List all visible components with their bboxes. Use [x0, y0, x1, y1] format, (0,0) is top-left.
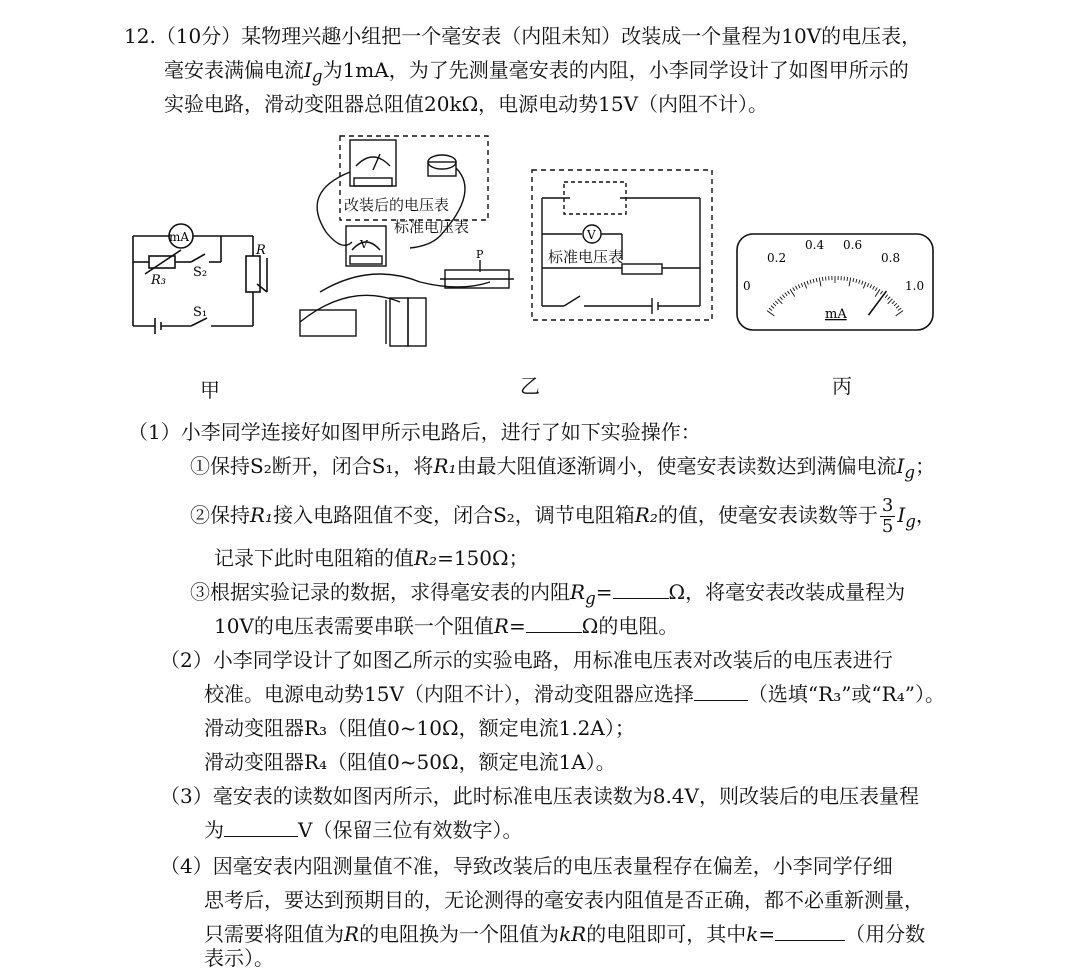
- meter-tick: [777, 299, 782, 304]
- meter-tick: [798, 284, 800, 288]
- part3-line1: （3）毫安表的读数如图丙所示，此时标准电压表读数为8.4V，则改装后的电压表量程: [160, 782, 919, 810]
- meter-tick: [898, 308, 901, 310]
- jia-r3-label: R₃: [150, 273, 166, 288]
- scale-label-0.8: 0.8: [881, 251, 900, 265]
- standard-voltmeter-label: 标准电压表: [394, 218, 469, 236]
- question-line-3: 实验电路，滑动变阻器总阻值20kΩ，电源电动势15V（内阻不计）。: [164, 90, 768, 118]
- meter-tick: [801, 283, 803, 287]
- scale-label-0: 0: [743, 279, 751, 293]
- part1-step3: ③根据实验记录的数据，求得毫安表的内阻$R_g= \Omega$，将毫安表改装成量程为: [190, 578, 905, 613]
- meter-tick: [894, 303, 897, 306]
- part4-line2: 思考后，要达到预期目的，无论测得的毫安表内阻值是否正确，都不必重新测量，: [204, 886, 924, 914]
- meter-tick: [767, 311, 774, 316]
- meter-tick: [807, 281, 808, 285]
- meter-tick: [885, 295, 888, 298]
- meter-tick: [847, 277, 848, 281]
- figure-jia-caption: 甲: [200, 374, 220, 403]
- part2-line4: 滑动变阻器R₄（阻值0~50Ω，额定电流1A）。: [204, 748, 616, 776]
- meter-tick: [888, 297, 891, 300]
- figure-yi-circuit: [530, 168, 715, 323]
- part1-step1: ①保持S₂断开，闭合S₁，将R₁由最大阻值逐渐调小，使毫安表读数达到满偏电流$I_g$；: [190, 452, 935, 487]
- meter-tick: [775, 301, 778, 304]
- answer-blank-r[interactable]: [526, 614, 582, 633]
- question-number: 12.: [124, 24, 156, 48]
- meter-tick: [859, 280, 860, 284]
- meter-tick: [819, 277, 821, 286]
- meter-tick: [863, 282, 866, 289]
- yi-standard-voltmeter-label: 标准电压表: [548, 248, 623, 266]
- part2-line3: 滑动变阻器R₃（阻值0~10Ω，额定电流1.2A）；: [204, 714, 635, 742]
- meter-tick: [862, 281, 863, 285]
- jia-r-label: R: [255, 243, 266, 258]
- meter-tick: [813, 279, 814, 283]
- part1-step3-line2: 10V的电压表需要串联一个阻值R= Ω的电阻。: [214, 612, 678, 640]
- figure-yi-caption: 乙: [520, 370, 540, 399]
- answer-blank-range[interactable]: [224, 818, 298, 837]
- meter-tick: [771, 306, 774, 309]
- figure-bing-meter: [735, 232, 935, 332]
- meter-tick: [822, 277, 823, 281]
- meter-tick: [804, 282, 807, 289]
- meter-tick: [773, 303, 776, 306]
- part2-line1: （2）小李同学设计了如图乙所示的实验电路，用标准电压表对改装后的电压表进行: [160, 646, 893, 674]
- meter-tick: [780, 297, 783, 300]
- meter-needle: [868, 291, 886, 315]
- meter-tick: [769, 308, 772, 310]
- meter-tick: [785, 293, 787, 296]
- part3-line2: 为 V（保留三位有效数字）。: [204, 816, 522, 844]
- part4-line4: 表示）。: [204, 944, 274, 972]
- scale-label-0.6: 0.6: [843, 238, 862, 252]
- yi-v-label: V: [586, 228, 596, 242]
- question-line-2: 毫安表满偏电流$I_g$为1mA，为了先测量毫安表的内阻，小李同学设计了如图甲所示的: [164, 56, 909, 91]
- part4-line3: 只需要将阻值为R的电阻换为一个阻值为kR的电阻即可，其中k= （用分数: [204, 920, 925, 948]
- meter-unit: mA: [825, 307, 847, 322]
- scale-label-1.0: 1.0: [905, 279, 924, 293]
- apparatus-p-label: P: [476, 248, 484, 261]
- jia-s2-label: S₂: [193, 265, 207, 280]
- part1-intro: （1）小李同学连接好如图甲所示电路后，进行了如下实验操作：: [128, 418, 701, 446]
- part4-line1: （4）因毫安表内阻测量值不准，导致改装后的电压表量程存在偏差，小李同学仔细: [160, 852, 893, 880]
- answer-blank-rg[interactable]: [613, 580, 669, 599]
- meter-tick: [849, 277, 851, 286]
- meter-tick: [870, 284, 872, 288]
- part2-line2: 校准。电源电动势15V（内阻不计），滑动变阻器应选择 （选填“R₃”或“R₄”）。: [204, 680, 945, 708]
- meter-tick: [787, 291, 789, 294]
- meter-tick: [856, 279, 857, 283]
- answer-blank-rheostat[interactable]: [694, 682, 748, 701]
- meter-tick: [853, 278, 854, 282]
- fraction-3-5: $\frac{3}{5}$: [880, 496, 895, 537]
- figure-apparatus-drawing: [290, 132, 525, 357]
- jia-meter-label: mA: [169, 230, 189, 244]
- scale-label-0.2: 0.2: [767, 251, 786, 265]
- jia-s1-label: S₁: [193, 305, 207, 320]
- scale-label-0.4: 0.4: [805, 238, 824, 252]
- meter-tick: [816, 278, 817, 282]
- meter-tick: [892, 301, 895, 304]
- meter-tick: [896, 311, 903, 316]
- apparatus-meter-v-label: V: [359, 238, 369, 251]
- meter-tick: [795, 286, 797, 290]
- meter-tick: [782, 295, 785, 298]
- meter-tick: [875, 287, 877, 290]
- meter-tick: [873, 286, 875, 290]
- meter-tick: [896, 306, 899, 309]
- figure-bing-caption: 丙: [832, 370, 852, 399]
- meter-tick: [810, 280, 811, 284]
- answer-blank-k[interactable]: [775, 922, 845, 941]
- meter-tick: [867, 283, 869, 287]
- figure-jia-circuit: [125, 218, 275, 338]
- meter-tick: [793, 287, 795, 290]
- meter-tick: [888, 299, 893, 304]
- question-line-1: 12.（10分）某物理兴趣小组把一个毫安表（内阻未知）改装成一个量程为10V的电压表，: [124, 22, 921, 50]
- part1-record: 记录下此时电阻箱的值R₂=150Ω；: [214, 544, 529, 572]
- meter-tick: [880, 291, 882, 294]
- modified-voltmeter-label: 改装后的电压表: [344, 196, 449, 214]
- part1-step2: ②保持R₁接入电路阻值不变，闭合S₂，调节电阻箱R₂的值，使毫安表读数等于 $\frac{3}{5}$ $I_g$，: [190, 496, 936, 537]
